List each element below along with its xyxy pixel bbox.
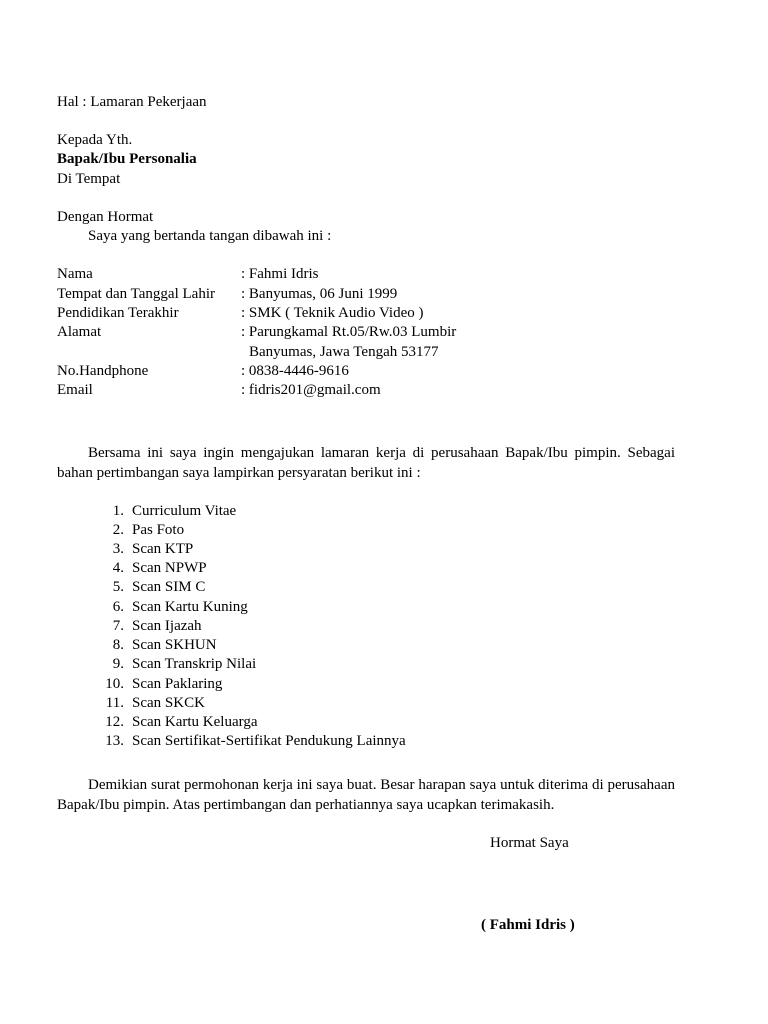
list-text: Scan Kartu Keluarga [132,714,258,730]
field-value-email: : fidris201@gmail.com [241,382,381,398]
list-number: 9. [112,656,124,672]
opening-greeting: Dengan Hormat [57,209,154,225]
list-number: 3. [112,541,124,557]
list-text: Curriculum Vitae [132,503,237,519]
list-number: 7. [112,618,124,634]
body-paragraph [57,444,675,483]
list-number: 6. [112,599,124,615]
field-value-nama: : Fahmi Idris [241,266,319,282]
list-text: Scan Ijazah [132,618,202,634]
list-number: 8. [112,637,124,653]
list-text: Scan SKCK [132,695,205,711]
field-label-ttl: Tempat dan Tanggal Lahir [57,286,215,302]
list-number: 11. [105,695,124,711]
recipient-greeting: Kepada Yth. [57,132,133,148]
field-value-ttl: : Banyumas, 06 Juni 1999 [241,286,398,302]
list-text: Scan Paklaring [132,676,223,692]
subject-line: Hal : Lamaran Pekerjaan [57,94,207,110]
field-label-email: Email [57,382,93,398]
list-text: Scan Sertifikat-Sertifikat Pendukung Lainnya [132,733,406,749]
list-text: Scan SKHUN [132,637,217,653]
field-value-pendidikan: : SMK ( Teknik Audio Video ) [241,305,424,321]
recipient-name: Bapak/Ibu Personalia [57,151,197,167]
list-number: 4. [112,560,124,576]
list-text: Pas Foto [132,522,185,538]
closing-paragraph-line1: Demikian surat permohonan kerja ini saya buat. Besar harapan saya untuk diterima di perusahaan [88,777,675,793]
list-text: Scan Transkrip Nilai [132,656,257,672]
list-number: 12. [105,714,124,730]
field-value-handphone: : 0838-4446-9616 [241,363,349,379]
list-number: 13. [105,733,124,749]
body-paragraph-line1: Bersama ini saya ingin mengajukan lamaran kerja di perusahaan Bapak/Ibu pimpin. Sebagai [88,445,675,461]
closing-paragraph [57,776,675,815]
recipient-place: Di Tempat [57,171,121,187]
body-paragraph-line2: bahan pertimbangan saya lampirkan persyaratan berikut ini : [57,464,421,481]
list-number: 2. [112,522,124,538]
list-text: Scan NPWP [132,560,207,576]
closing-paragraph-line2: Bapak/Ibu pimpin. Atas pertimbangan dan perhatiannya saya ucapkan terimakasih. [57,796,555,813]
list-text: Scan KTP [132,541,194,557]
intro-line: Saya yang bertanda tangan dibawah ini : [88,228,332,244]
field-label-alamat: Alamat [57,324,102,340]
list-text: Scan SIM C [132,579,206,595]
field-value-alamat-cont: Banyumas, Jawa Tengah 53177 [249,344,439,360]
signer-name: ( Fahmi Idris ) [481,917,575,933]
list-number: 10. [105,676,124,692]
field-label-nama: Nama [57,266,93,282]
field-value-alamat: : Parungkamal Rt.05/Rw.03 Lumbir [241,324,457,340]
field-label-handphone: No.Handphone [57,363,149,379]
closing-salutation: Hormat Saya [490,835,569,851]
list-number: 1. [112,503,124,519]
list-number: 5. [112,579,124,595]
field-label-pendidikan: Pendidikan Terakhir [57,305,179,321]
list-text: Scan Kartu Kuning [132,599,248,615]
